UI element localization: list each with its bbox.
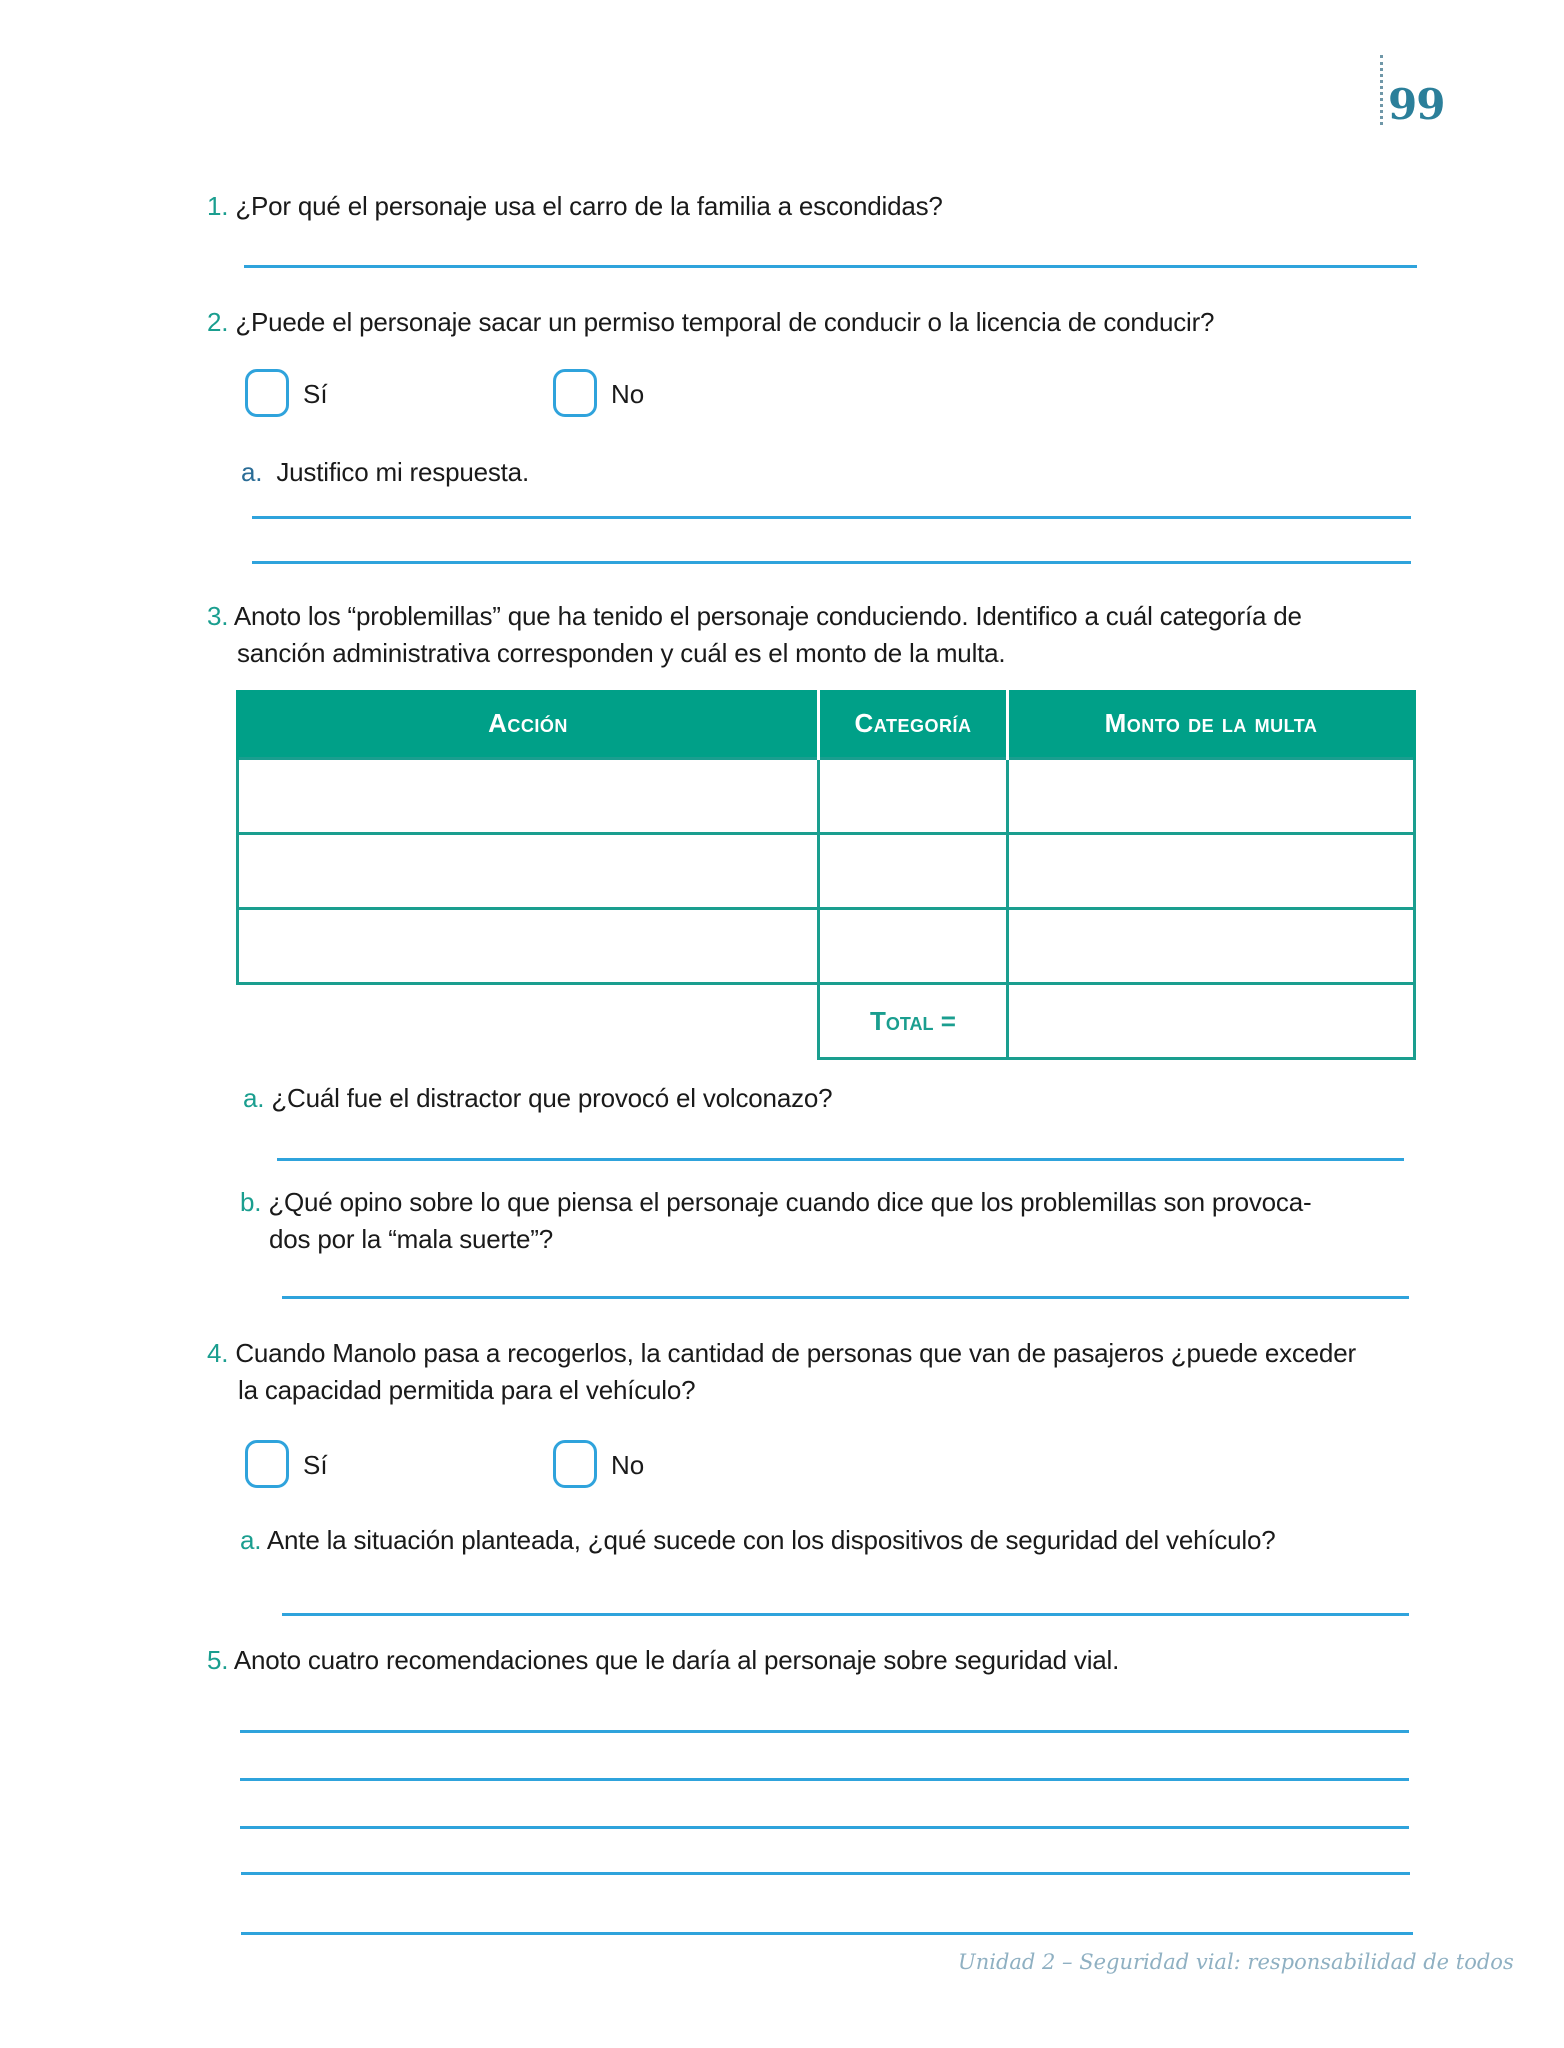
question-number: 4. [207,1338,229,1368]
subquestion-letter: a. [240,1525,262,1555]
question-text-line1: Cuando Manolo pasa a recogerlos, la cantidad de personas que van de pasajeros ¿puede exceder [235,1338,1356,1368]
option-label-no: No [611,379,645,409]
option-label-no: No [611,1450,645,1480]
cell-accion[interactable] [238,909,819,984]
subquestion-text: Justifico mi respuesta. [276,457,529,487]
table-row [238,909,1415,984]
subquestion-letter: a. [243,1083,265,1113]
option-label-si: Sí [303,1450,328,1480]
question-4 [207,1335,1356,1372]
question-1 [207,188,943,225]
answer-line-q5-1[interactable] [240,1730,1409,1733]
cell-accion[interactable] [238,759,819,834]
checkbox-no-q2[interactable] [553,369,597,417]
header-monto: Monto de la multa [1008,690,1415,759]
cell-categoria[interactable] [819,834,1008,909]
question-4a [240,1522,1276,1559]
table-row [238,759,1415,834]
cell-categoria[interactable] [819,909,1008,984]
question-3 [207,598,1302,635]
subquestion-letter: b. [240,1187,262,1217]
question-3-line2: sanción administrativa corresponden y cuál es el monto de la multa. [237,638,1006,668]
question-5 [207,1642,1119,1679]
checkbox-si-q4[interactable] [245,1440,289,1488]
cell-monto[interactable] [1008,759,1415,834]
cell-monto[interactable] [1008,834,1415,909]
cell-accion[interactable] [238,834,819,909]
table-row [238,834,1415,909]
answer-line-q3a[interactable] [277,1158,1404,1161]
answer-line-q1[interactable] [244,265,1417,268]
subquestion-text: Ante la situación planteada, ¿qué sucede con los dispositivos de seguridad del vehículo? [266,1525,1276,1555]
question-number: 1. [207,191,229,221]
sanctions-table [236,690,1416,1060]
header-categoria: Categoría [819,690,1008,759]
table-total-row [238,984,1415,1059]
answer-line-q2a-1[interactable] [252,516,1411,519]
question-text: Anoto cuatro recomendaciones que le daría al personaje sobre seguridad vial. [233,1645,1120,1675]
option-label-si: Sí [303,379,328,409]
question-4-line2: la capacidad permitida para el vehículo? [238,1375,696,1405]
answer-line-q5-5[interactable] [241,1932,1413,1935]
checkbox-no-q4[interactable] [553,1440,597,1488]
question-text: ¿Puede el personaje sacar un permiso temporal de conducir o la licencia de conducir? [235,307,1215,337]
subquestion-text: ¿Cuál fue el distractor que provocó el volconazo? [271,1083,833,1113]
question-3b-line2: dos por la “mala suerte”? [269,1224,554,1254]
unit-footer: Unidad 2 – Seguridad vial: responsabilidad de todos [958,1950,1514,1974]
total-label: Total = [819,984,1008,1059]
cell-monto[interactable] [1008,909,1415,984]
empty-cell [238,984,819,1059]
question-2 [207,304,1214,341]
question-3a [243,1080,832,1117]
question-number: 2. [207,307,229,337]
question-number: 3. [207,601,229,631]
question-3b [240,1184,1311,1221]
answer-line-q3b[interactable] [282,1296,1409,1299]
question-text: ¿Por qué el personaje usa el carro de la familia a escondidas? [235,191,943,221]
answer-line-q5-4[interactable] [241,1872,1410,1875]
answer-line-q5-3[interactable] [240,1826,1409,1829]
checkbox-si-q2[interactable] [245,369,289,417]
question-text-line1: Anoto los “problemillas” que ha tenido el personaje conduciendo. Identifico a cuál categoría de [233,601,1302,631]
answer-line-q5-2[interactable] [240,1778,1409,1781]
header-accion: Acción [238,690,819,759]
header-dotted-divider [1380,55,1383,125]
question-2a [241,454,529,491]
answer-line-q2a-2[interactable] [252,561,1411,564]
answer-line-q4a[interactable] [282,1613,1409,1616]
cell-categoria[interactable] [819,759,1008,834]
subquestion-letter: a. [241,457,263,487]
page-number: 99 [1388,80,1445,129]
subquestion-text-line1: ¿Qué opino sobre lo que piensa el personaje cuando dice que los problemillas son provoca- [268,1187,1312,1217]
question-number: 5. [207,1645,229,1675]
table-header-row [238,690,1415,759]
total-value-cell[interactable] [1008,984,1415,1059]
